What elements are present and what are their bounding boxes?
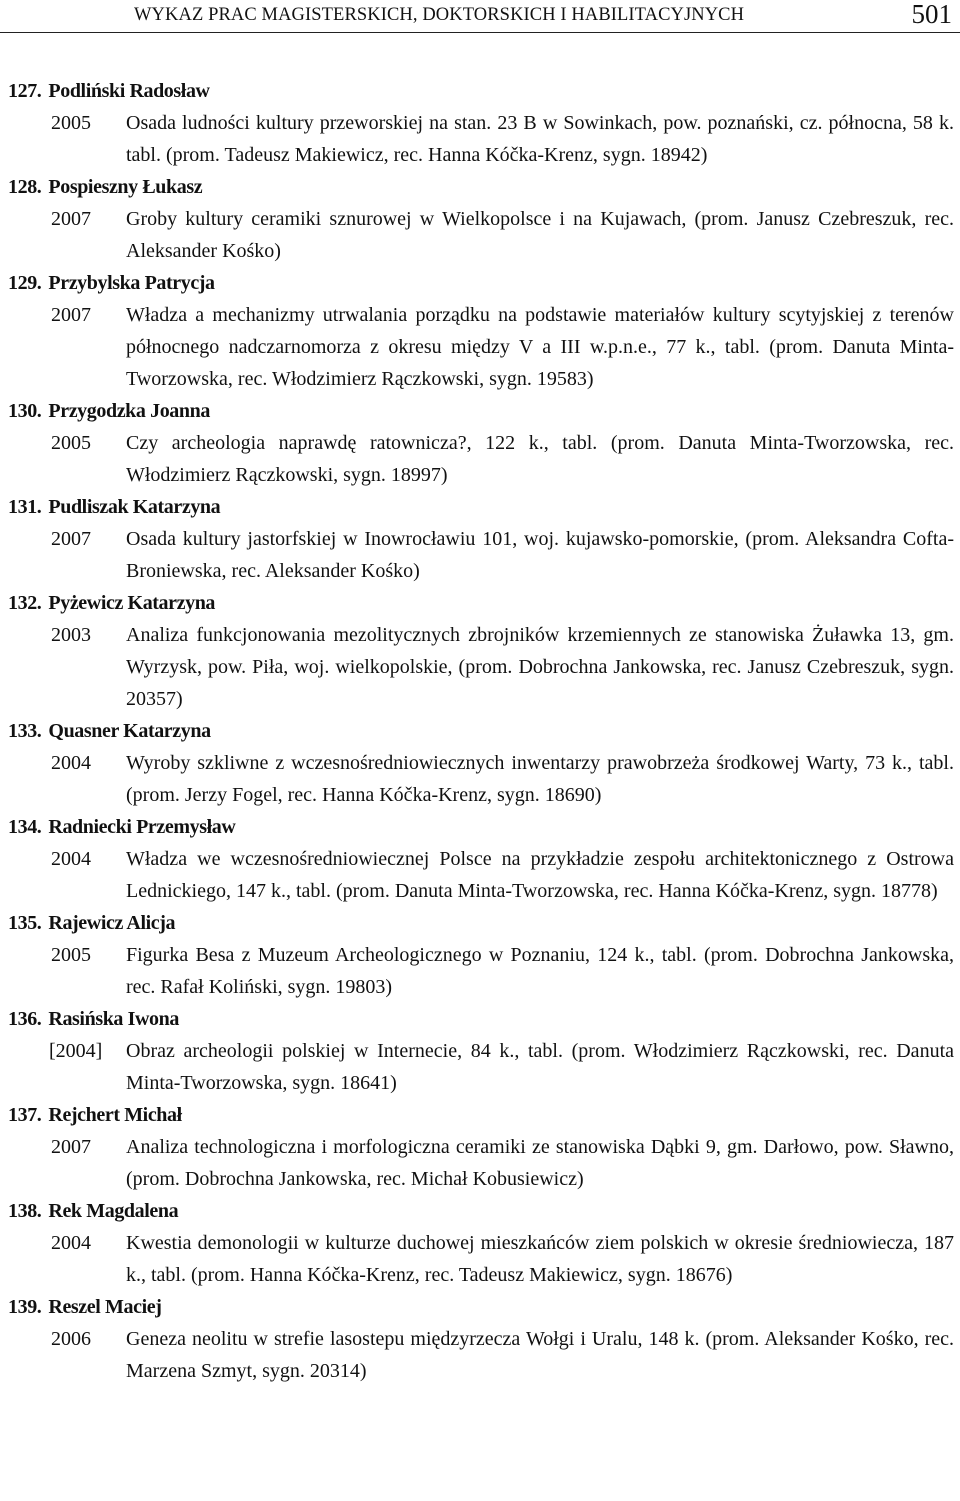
entry-author: Rejchert Michał [48,1104,182,1126]
work-year: 2007 [51,304,91,326]
entry-number: 138. [8,1200,42,1222]
work-record [0,939,960,1003]
list-item [0,587,960,715]
entry-heading [0,1099,960,1131]
entry-number: 136. [8,1008,42,1030]
list-item [0,75,960,171]
entry-number: 132. [8,592,42,614]
entry-author: Rajewicz Alicja [48,912,176,934]
entry-author: Radniecki Przemysław [48,816,236,838]
entry-author: Quasner Katarzyna [48,720,211,742]
work-record [0,1227,960,1291]
work-record [0,203,960,267]
work-record [0,619,960,715]
work-year: 2003 [51,624,91,646]
work-record [0,107,960,171]
work-year: 2007 [51,1136,91,1158]
entry-heading [0,395,960,427]
work-description: Wyroby szkliwne z wczesnośredniowiecznych inwentarzy prawobrzeża środkowej Warty, 73 k., tabl. (prom. Jerzy Fogel, rec. Hanna Kóčka-Krenz, sygn. 18690) [126,752,954,806]
work-description: Kwestia demonologii w kulturze duchowej mieszkańców ziem polskich w okresie średniowiecza, 187 k., tabl. (prom. Hanna Kóčka-Krenz, rec. Tadeusz Makiewicz, sygn. 18676) [126,1232,954,1286]
entry-number: 129. [8,272,42,294]
work-year: 2007 [51,208,91,230]
entry-heading [0,587,960,619]
entry-heading [0,811,960,843]
work-description: Władza a mechanizmy utrwalania porządku na podstawie materiałów kultury scytyjskiej z terenów północnego nadczarnomorza z okresu między V a III w.p.n.e., 77 k., tabl. (prom. Danuta Minta-Tworzowska, rec. Włodzimierz Rączkowski, sygn. 19583) [126,304,954,390]
entry-author: Przygodzka Joanna [48,400,210,422]
page-number: 501 [911,0,952,29]
work-year: [2004] [49,1040,103,1062]
entry-heading [0,171,960,203]
list-item [0,1003,960,1099]
work-year: 2005 [51,112,91,134]
work-description: Groby kultury ceramiki sznurowej w Wielkopolsce i na Kujawach, (prom. Janusz Czebreszuk, rec. Aleksander Kośko) [126,208,954,262]
list-item [0,715,960,811]
work-description: Czy archeologia naprawdę ratownicza?, 122 k., tabl. (prom. Danuta Minta-Tworzowska, rec. Włodzimierz Rączkowski, sygn. 18997) [126,432,954,486]
list-item [0,1195,960,1291]
work-record [0,843,960,907]
work-year: 2005 [51,432,91,454]
work-record [0,523,960,587]
list-item [0,395,960,491]
work-description: Osada kultury jastorfskiej w Inowrocławiu 101, woj. kujawsko-pomorskie, (prom. Aleksandra Cofta-Broniewska, rec. Aleksander Kośko) [126,528,954,582]
work-record [0,1131,960,1195]
entry-author: Rek Magdalena [48,1200,179,1222]
work-description: Analiza funkcjonowania mezolitycznych zbrojników krzemiennych ze stanowiska Żuławka 13, gm. Wyrzysk, pow. Piła, woj. wielkopolskie, (prom. Dobrochna Jankowska, rec. Janusz Czebreszuk, sygn. 20357) [126,624,954,710]
work-year: 2005 [51,944,91,966]
work-record [0,1323,960,1387]
entry-heading [0,491,960,523]
entry-number: 134. [8,816,42,838]
work-record [0,1035,960,1099]
entry-author: Przybylska Patrycja [48,272,215,294]
entry-heading [0,715,960,747]
entry-author: Pospieszny Łukasz [48,176,203,198]
entry-heading [0,1003,960,1035]
entry-heading [0,1291,960,1323]
entry-number: 139. [8,1296,42,1318]
work-year: 2004 [51,752,91,774]
work-description: Osada ludności kultury przeworskiej na stan. 23 B w Sowinkach, pow. poznański, cz. północna, 58 k. tabl. (prom. Tadeusz Makiewicz, rec. Hanna Kóčka-Krenz, sygn. 18942) [126,112,954,166]
entry-number: 130. [8,400,42,422]
entry-number: 131. [8,496,42,518]
entry-heading [0,75,960,107]
work-record [0,427,960,491]
work-description: Analiza technologiczna i morfologiczna ceramiki ze stanowiska Dąbki 9, gm. Darłowo, pow. Sławno, (prom. Dobrochna Jankowska, rec. Michał Kobusiewicz) [126,1136,954,1190]
list-item [0,171,960,267]
list-item [0,907,960,1003]
entry-number: 128. [8,176,42,198]
work-year: 2006 [51,1328,91,1350]
entry-author: Podliński Radosław [48,80,210,102]
work-record [0,299,960,395]
work-description: Geneza neolitu w strefie lasostepu międzyrzecza Wołgi i Uralu, 148 k. (prom. Aleksander Kośko, rec. Marzena Szmyt, sygn. 20314) [126,1328,954,1382]
running-title: WYKAZ PRAC MAGISTERSKICH, DOKTORSKICH I HABILITACYJNYCH [134,5,745,25]
entry-number: 127. [8,80,42,102]
entry-number: 135. [8,912,42,934]
work-description: Figurka Besa z Muzeum Archeologicznego w Poznaniu, 124 k., tabl. (prom. Dobrochna Jankowska, rec. Rafał Koliński, sygn. 19803) [126,944,954,998]
list-item [0,811,960,907]
work-description: Władza we wczesnośredniowiecznej Polsce na przykładzie zespołu architektonicznego z Ostrowa Lednickiego, 147 k., tabl. (prom. Danuta Minta-Tworzowska, rec. Hanna Kóčka-Krenz, sygn. 18778) [126,848,954,902]
list-item [0,1099,960,1195]
thesis-list [0,75,960,1387]
entry-author: Pudliszak Katarzyna [48,496,221,518]
work-description: Obraz archeologii polskiej w Internecie, 84 k., tabl. (prom. Włodzimierz Rączkowski, rec. Danuta Minta-Tworzowska, sygn. 18641) [126,1040,954,1094]
entry-heading [0,267,960,299]
entry-author: Reszel Maciej [48,1296,162,1318]
entry-author: Pyżewicz Katarzyna [48,592,216,614]
work-year: 2007 [51,528,91,550]
work-year: 2004 [51,1232,91,1254]
entry-heading [0,907,960,939]
entry-number: 133. [8,720,42,742]
entry-number: 137. [8,1104,42,1126]
page-header [0,0,960,33]
list-item [0,491,960,587]
work-record [0,747,960,811]
list-item [0,1291,960,1387]
work-year: 2004 [51,848,91,870]
entry-author: Rasińska Iwona [48,1008,179,1030]
list-item [0,267,960,395]
entry-heading [0,1195,960,1227]
